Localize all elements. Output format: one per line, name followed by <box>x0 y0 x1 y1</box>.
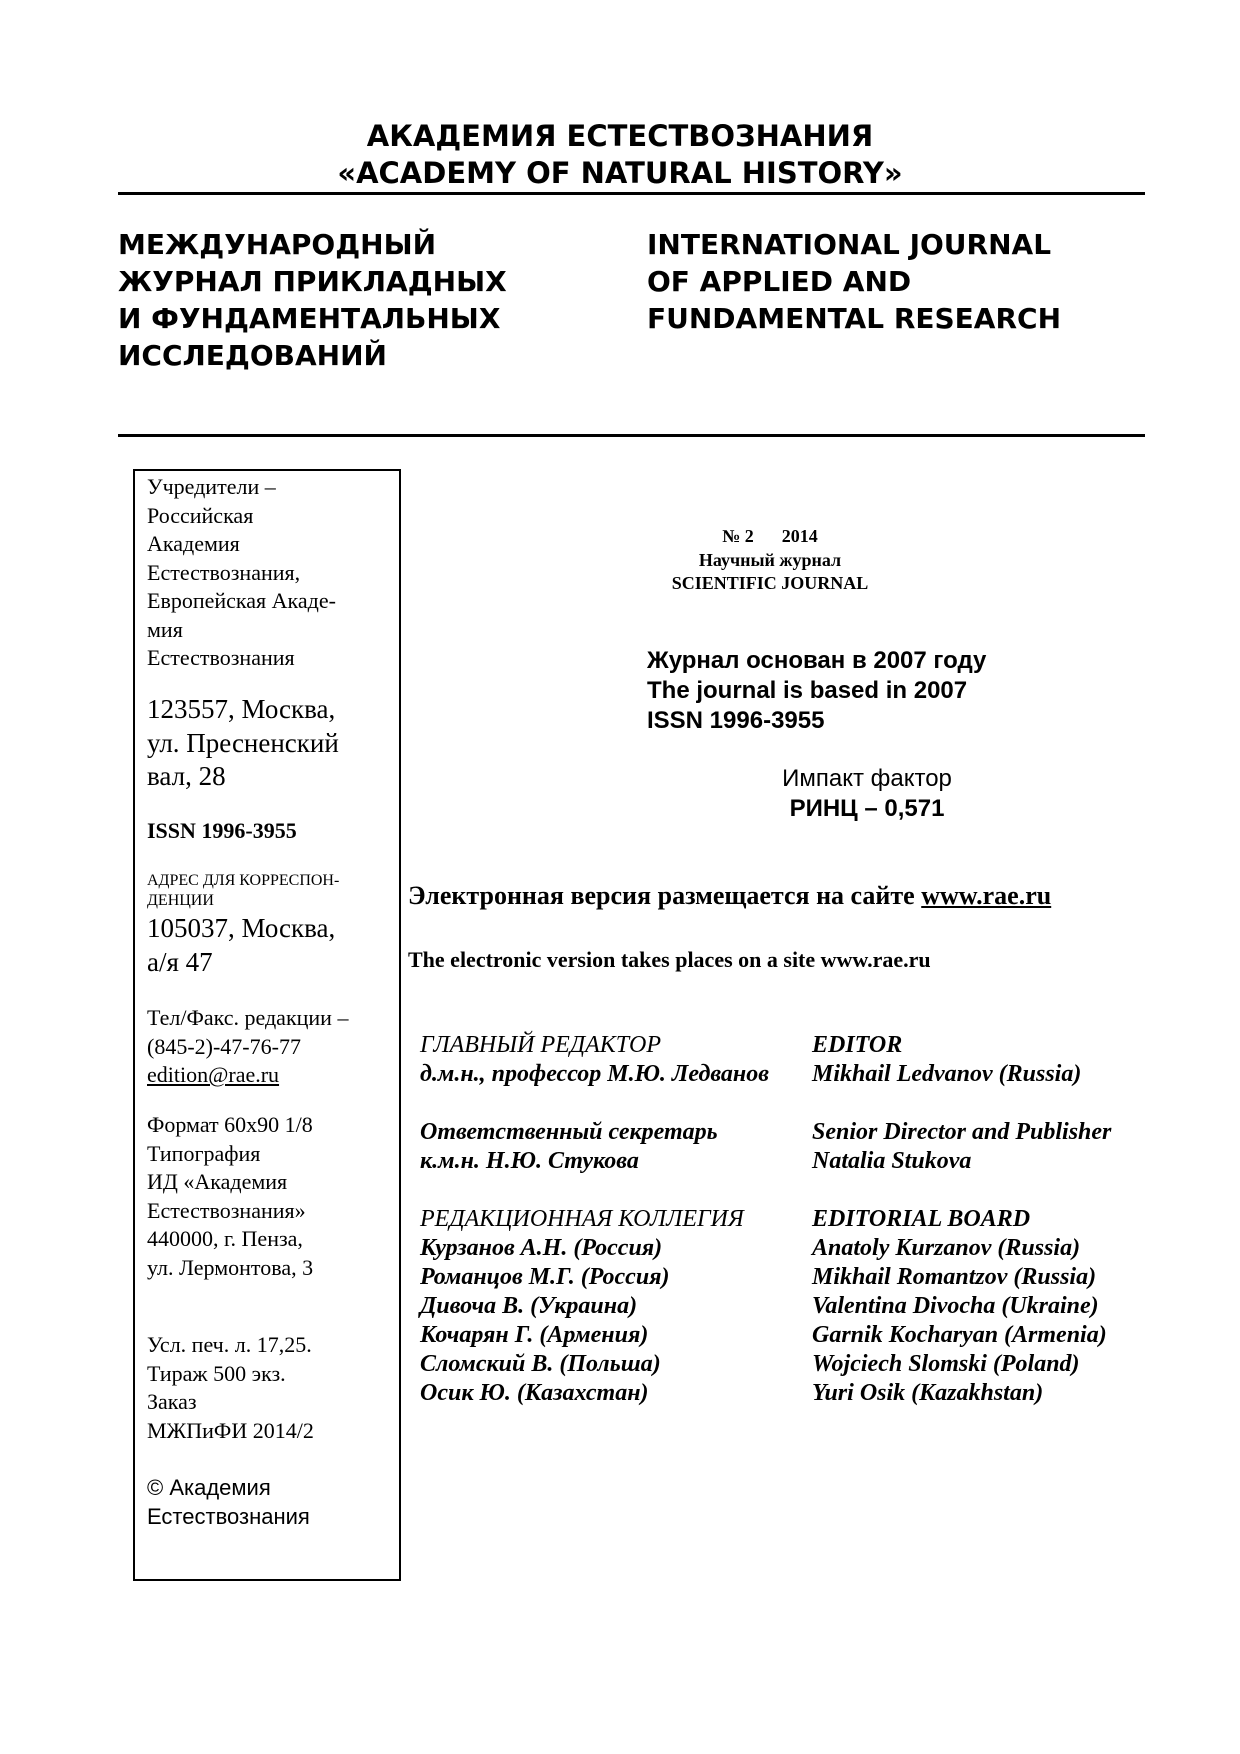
print-run-line: Тираж 500 экз. <box>147 1360 286 1386</box>
correspondence-address <box>147 912 397 979</box>
corr-label-line: АДРЕС ДЛЯ КОРРЕСПОН- <box>147 872 340 889</box>
address-line: 123557, Москва, <box>147 694 336 724</box>
copyright-line: © Академия <box>147 1475 271 1500</box>
secretary-name-ru: к.м.н. Н.Ю. Стукова <box>420 1148 639 1174</box>
site-link[interactable]: www.rae.ru <box>921 881 1052 910</box>
founders-line: Учредители – <box>147 474 276 499</box>
chief-name-en: Mikhail Ledvanov (Russia) <box>812 1061 1082 1087</box>
journal-title-ru <box>118 226 507 374</box>
org-name-en: «ACADEMY OF NATURAL HISTORY» <box>337 156 903 190</box>
top-rule <box>118 192 1145 195</box>
editors-ru <box>420 1031 769 1408</box>
board-member-ru: Осик Ю. (Казахстан) <box>420 1380 649 1406</box>
mid-rule <box>118 434 1145 437</box>
correspondence-label <box>147 871 397 911</box>
journal-type-en: SCIENTIFIC JOURNAL <box>671 573 869 593</box>
board-member-ru: Романцов М.Г. (Россия) <box>420 1264 670 1290</box>
print-run-line: Усл. печ. л. 17,25. <box>147 1332 312 1357</box>
contact-info <box>147 1004 397 1090</box>
board-member-ru: Кочарян Г. (Армения) <box>420 1322 649 1348</box>
electronic-text-ru: Электронная версия размещается на сайте <box>408 881 922 910</box>
board-member-en: Yuri Osik (Kazakhstan) <box>812 1380 1044 1406</box>
impact-label: Импакт фактор <box>782 765 952 792</box>
electronic-version-en: The electronic version takes places on a site www.rae.ru <box>408 947 931 972</box>
founders-line: Академия <box>147 531 240 556</box>
board-label-ru: РЕДАКЦИОННАЯ КОЛЛЕГИЯ <box>420 1206 744 1232</box>
title-en-line: INTERNATIONAL JOURNAL <box>647 228 1052 261</box>
title-ru-line: ИССЛЕДОВАНИЙ <box>118 339 387 372</box>
print-info-line: ул. Лермонтова, 3 <box>147 1254 314 1280</box>
print-info-line: 440000, г. Пенза, <box>147 1226 303 1251</box>
copyright-line: Естествознания <box>147 1503 310 1529</box>
board-member-en: Wojciech Slomski (Poland) <box>812 1351 1080 1377</box>
phone-label: Тел/Факс. редакции – <box>147 1005 349 1030</box>
title-en-line: OF APPLIED AND <box>647 265 912 298</box>
corr-label-line: ДЕНЦИИ <box>147 892 214 909</box>
founders-line: Европейская Акаде- <box>147 588 336 613</box>
secretary-name-en: Natalia Stukova <box>812 1148 972 1174</box>
editors-en <box>812 1031 1111 1408</box>
board-member-ru: Дивоча В. (Украина) <box>420 1293 638 1319</box>
journal-type-ru: Научный журнал <box>698 549 842 570</box>
founded-issn: ISSN 1996-3955 <box>647 707 825 734</box>
title-ru-line: ЖУРНАЛ ПРИКЛАДНЫХ <box>118 265 507 298</box>
founder-address <box>147 693 397 794</box>
founders <box>147 473 397 673</box>
print-info-line: Естествознания» <box>147 1197 306 1223</box>
print-info-line: Типография <box>147 1140 261 1166</box>
secretary-label-en: Senior Director and Publisher <box>812 1119 1112 1145</box>
print-info-line: ИД «Академия <box>147 1169 288 1194</box>
issue-number: № 2 <box>722 526 754 546</box>
print-run <box>147 1331 397 1445</box>
impact-factor <box>742 764 992 824</box>
founded-info <box>647 646 986 736</box>
founders-line: Российская <box>147 502 254 528</box>
print-info <box>147 1111 397 1282</box>
title-ru-line: МЕЖДУНАРОДНЫЙ <box>118 228 437 261</box>
founders-line: мия <box>147 616 183 642</box>
copyright <box>147 1474 397 1531</box>
board-member-ru: Сломский В. (Польша) <box>420 1351 661 1377</box>
board-member-en: Anatoly Kurzanov (Russia) <box>812 1235 1081 1261</box>
address-line: вал, 28 <box>147 761 226 791</box>
board-member-en: Garnik Kocharyan (Armenia) <box>812 1322 1107 1348</box>
address-line: ул. Пресненский <box>147 727 339 758</box>
title-en-line: FUNDAMENTAL RESEARCH <box>647 302 1062 335</box>
founders-line: Естествознания <box>147 645 295 670</box>
chief-label-ru: ГЛАВНЫЙ РЕДАКТОР <box>420 1032 662 1058</box>
chief-label-en: EDITOR <box>812 1032 903 1058</box>
corr-address-line: 105037, Москва, <box>147 913 336 943</box>
board-label-en: EDITORIAL BOARD <box>812 1206 1031 1232</box>
electronic-version-ru <box>408 880 1051 912</box>
corr-address-line: а/я 47 <box>147 946 213 977</box>
chief-name-ru: д.м.н., профессор М.Ю. Ледванов <box>420 1061 769 1087</box>
phone-number: (845-2)-47-76-77 <box>147 1033 301 1059</box>
board-member-en: Mikhail Romantzov (Russia) <box>812 1264 1097 1290</box>
board-member-en: Valentina Divocha (Ukraine) <box>812 1293 1099 1319</box>
issue-info <box>620 525 920 596</box>
issue-year: 2014 <box>781 526 818 546</box>
email-link[interactable]: edition@rae.ru <box>147 1062 280 1087</box>
founded-en: The journal is based in 2007 <box>647 677 968 704</box>
board-member-ru: Курзанов А.Н. (Россия) <box>420 1235 663 1261</box>
journal-title-en <box>647 226 1061 337</box>
title-ru-line: И ФУНДАМЕНТАЛЬНЫХ <box>118 302 501 335</box>
print-run-line: МЖПиФИ 2014/2 <box>147 1417 314 1443</box>
sidebar-issn: ISSN 1996-3955 <box>147 818 297 843</box>
print-info-line: Формат 60х90 1/8 <box>147 1112 313 1137</box>
issue-number-row <box>620 525 920 549</box>
secretary-label-ru: Ответственный секретарь <box>420 1119 718 1145</box>
print-run-line: Заказ <box>147 1389 197 1414</box>
impact-value: РИНЦ – 0,571 <box>789 795 945 822</box>
founded-ru: Журнал основан в 2007 году <box>647 647 987 674</box>
publisher-info-box <box>133 469 401 1581</box>
founders-line: Естествознания, <box>147 559 301 585</box>
org-name-ru: АКАДЕМИЯ ЕСТЕСТВОЗНАНИЯ <box>366 119 874 153</box>
